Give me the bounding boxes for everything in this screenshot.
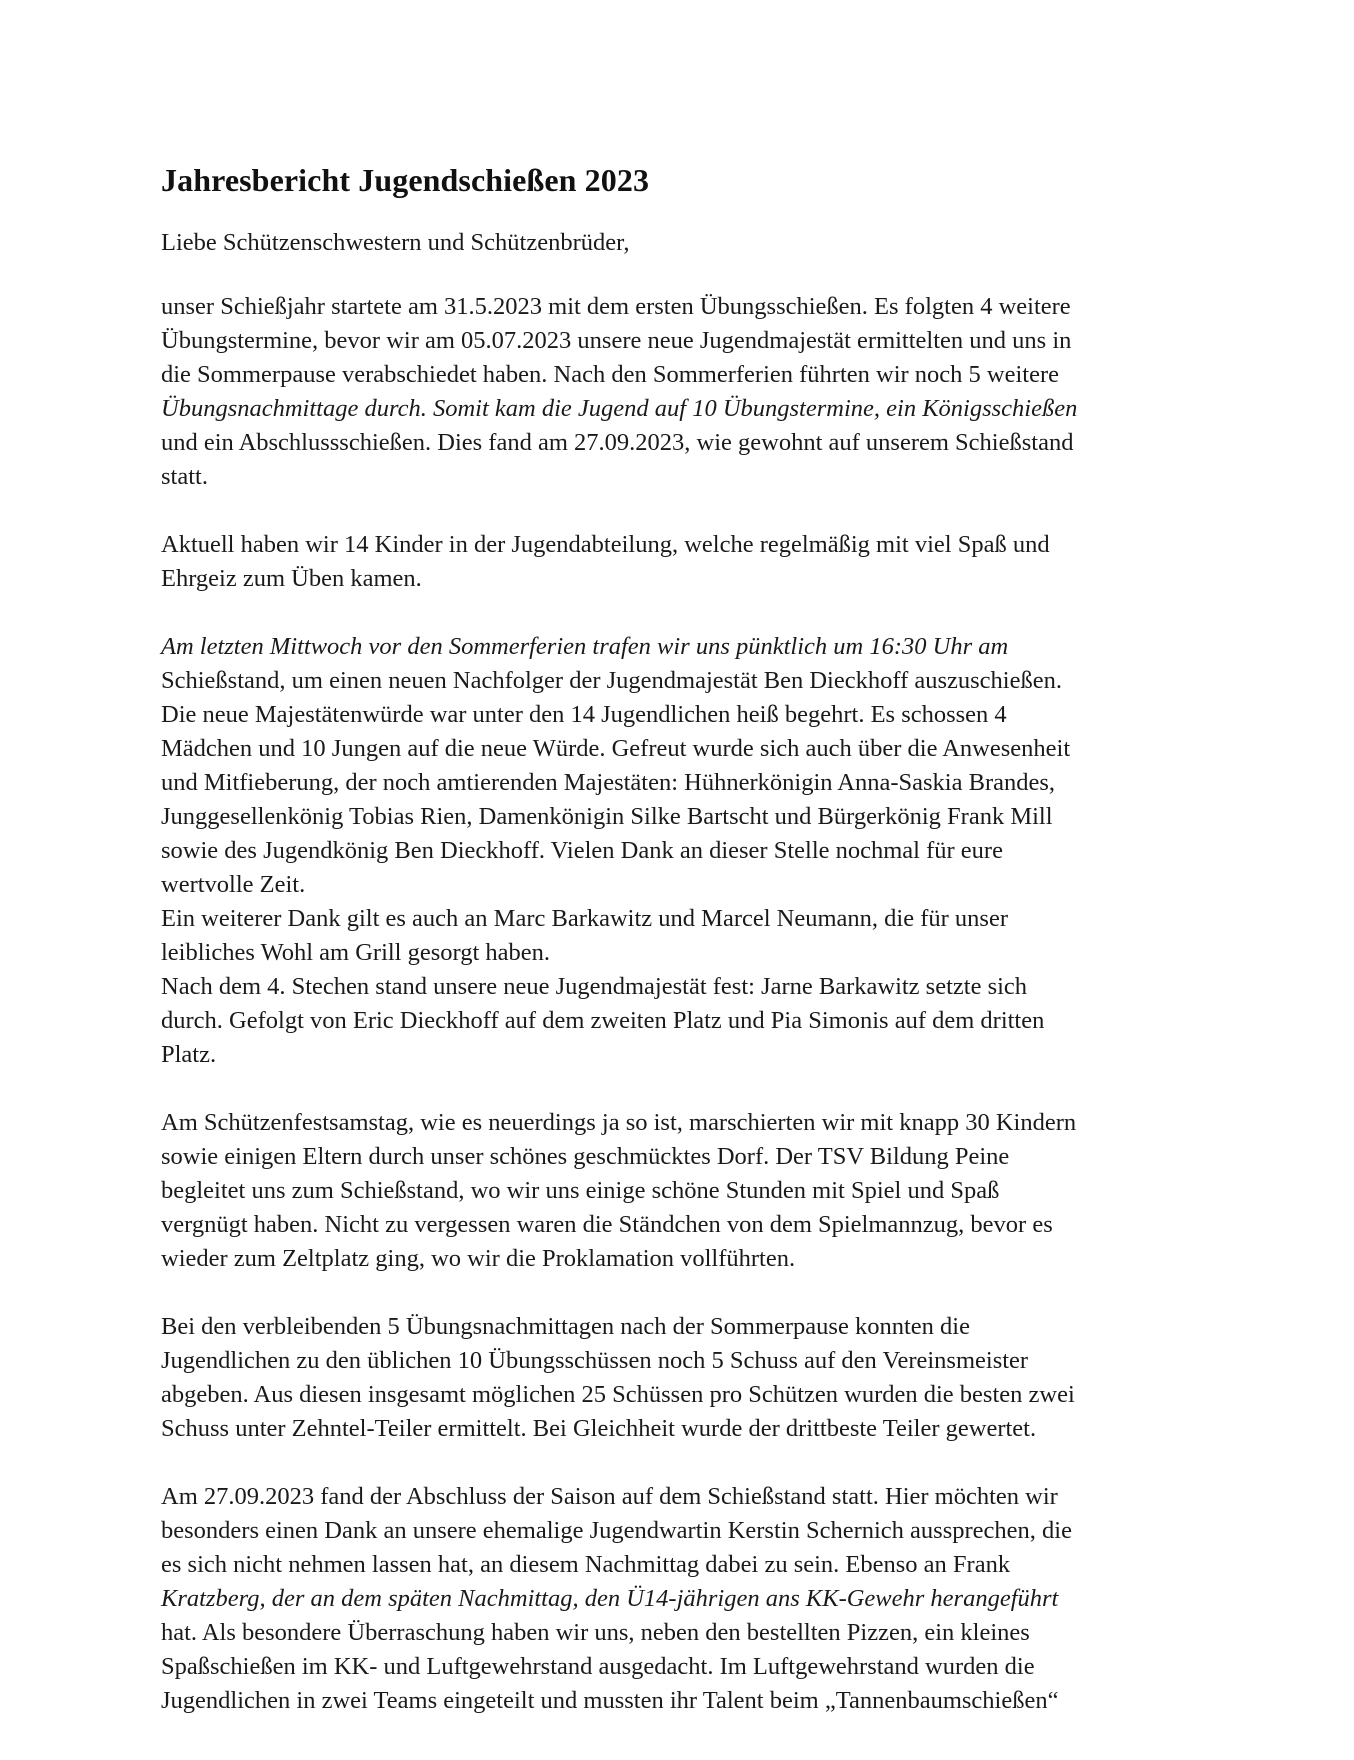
paragraph-line: Schuss unter Zehntel-Teiler ermittelt. Bei Gleichheit wurde der drittbeste Teiler gewertet. xyxy=(161,1415,1037,1442)
paragraph-line: unser Schießjahr startete am 31.5.2023 mit dem ersten Übungsschießen. Es folgten 4 weitere xyxy=(161,293,1071,320)
paragraph-line: Bei den verbleibenden 5 Übungsnachmittagen nach der Sommerpause konnten die xyxy=(161,1313,970,1340)
paragraph-line: Übungstermine, bevor wir am 05.07.2023 unsere neue Jugendmajestät ermittelten und uns in xyxy=(161,327,1072,354)
paragraph-line: hat. Als besondere Überraschung haben wir uns, neben den bestellten Pizzen, ein kleines xyxy=(161,1619,1030,1646)
body-paragraph xyxy=(161,1310,1211,1446)
paragraph-line: durch. Gefolgt von Eric Dieckhoff auf dem zweiten Platz und Pia Simonis auf dem dritten xyxy=(161,1007,1045,1034)
paragraph-line: leibliches Wohl am Grill gesorgt haben. xyxy=(161,939,551,966)
paragraph-line: Übungsnachmittage durch. Somit kam die Jugend auf 10 Übungstermine, ein Königsschießen xyxy=(161,395,1078,422)
paragraph-line: sowie des Jugendkönig Ben Dieckhoff. Vielen Dank an dieser Stelle nochmal für eure xyxy=(161,837,1003,864)
body-paragraph xyxy=(161,290,1211,494)
paragraph-line: es sich nicht nehmen lassen hat, an diesem Nachmittag dabei zu sein. Ebenso an Frank xyxy=(161,1551,1011,1578)
paragraph-line: Schießstand, um einen neuen Nachfolger der Jugendmajestät Ben Dieckhoff auszuschießen. xyxy=(161,667,1062,694)
paragraph-line: begleitet uns zum Schießstand, wo wir uns einige schöne Stunden mit Spiel und Spaß xyxy=(161,1177,1000,1204)
paragraph-line: Jugendlichen zu den üblichen 10 Übungsschüssen noch 5 Schuss auf den Vereinsmeister xyxy=(161,1347,1029,1374)
salutation: Liebe Schützenschwestern und Schützenbrüder, xyxy=(161,229,630,256)
paragraph-line: abgeben. Aus diesen insgesamt möglichen 25 Schüssen pro Schützen wurden die besten zwei xyxy=(161,1381,1075,1408)
document-content xyxy=(161,160,1211,1718)
paragraph-line: Jugendlichen in zwei Teams eingeteilt und mussten ihr Talent beim „Tannenbaumschießen“ xyxy=(161,1687,1059,1714)
paragraph-list xyxy=(161,290,1211,1718)
paragraph-line: Nach dem 4. Stechen stand unsere neue Jugendmajestät fest: Jarne Barkawitz setzte sich xyxy=(161,973,1028,1000)
paragraph-line: Mädchen und 10 Jungen auf die neue Würde. Gefreut wurde sich auch über die Anwesenheit xyxy=(161,735,1071,762)
paragraph-line: und Mitfieberung, der noch amtierenden Majestäten: Hühnerkönigin Anna-Saskia Brandes, xyxy=(161,769,1056,796)
paragraph-line: Die neue Majestätenwürde war unter den 14 Jugendlichen heiß begehrt. Es schossen 4 xyxy=(161,701,1007,728)
body-paragraph xyxy=(161,1106,1211,1276)
paragraph-line: Platz. xyxy=(161,1041,217,1068)
paragraph-line: Junggesellenkönig Tobias Rien, Damenkönigin Silke Bartscht und Bürgerkönig Frank Mill xyxy=(161,803,1053,830)
document-title: Jahresbericht Jugendschießen 2023 xyxy=(161,162,650,198)
paragraph-line: die Sommerpause verabschiedet haben. Nach den Sommerferien führten wir noch 5 weitere xyxy=(161,361,1059,388)
paragraph-line: Ein weiterer Dank gilt es auch an Marc Barkawitz und Marcel Neumann, die für unser xyxy=(161,905,1008,932)
paragraph-line: und ein Abschlussschießen. Dies fand am 27.09.2023, wie gewohnt auf unserem Schießstand xyxy=(161,429,1074,456)
paragraph-line: Ehrgeiz zum Üben kamen. xyxy=(161,565,422,592)
body-paragraph xyxy=(161,528,1211,596)
body-paragraph xyxy=(161,1480,1211,1718)
paragraph-line: Kratzberg, der an dem späten Nachmittag, den Ü14-jährigen ans KK-Gewehr herangeführt xyxy=(161,1585,1059,1612)
paragraph-line: sowie einigen Eltern durch unser schönes geschmücktes Dorf. Der TSV Bildung Peine xyxy=(161,1143,1010,1170)
paragraph-line: Aktuell haben wir 14 Kinder in der Jugendabteilung, welche regelmäßig mit viel Spaß und xyxy=(161,531,1050,558)
paragraph-line: statt. xyxy=(161,463,208,490)
paragraph-line: wertvolle Zeit. xyxy=(161,871,306,898)
paragraph-line: besonders einen Dank an unsere ehemalige Jugendwartin Kerstin Schernich aussprechen, die xyxy=(161,1517,1072,1544)
paragraph-line: vergnügt haben. Nicht zu vergessen waren die Ständchen von dem Spielmannzug, bevor es xyxy=(161,1211,1053,1238)
paragraph-line: Am letzten Mittwoch vor den Sommerferien trafen wir uns pünktlich um 16:30 Uhr am xyxy=(161,633,1009,660)
paragraph-line: Am Schützenfestsamstag, wie es neuerdings ja so ist, marschierten wir mit knapp 30 Kindern xyxy=(161,1109,1077,1136)
paragraph-line: wieder zum Zeltplatz ging, wo wir die Proklamation vollführten. xyxy=(161,1245,796,1272)
paragraph-line: Am 27.09.2023 fand der Abschluss der Saison auf dem Schießstand statt. Hier möchten wir xyxy=(161,1483,1058,1510)
paragraph-line: Spaßschießen im KK- und Luftgewehrstand ausgedacht. Im Luftgewehrstand wurden die xyxy=(161,1653,1035,1680)
body-paragraph xyxy=(161,630,1211,1072)
